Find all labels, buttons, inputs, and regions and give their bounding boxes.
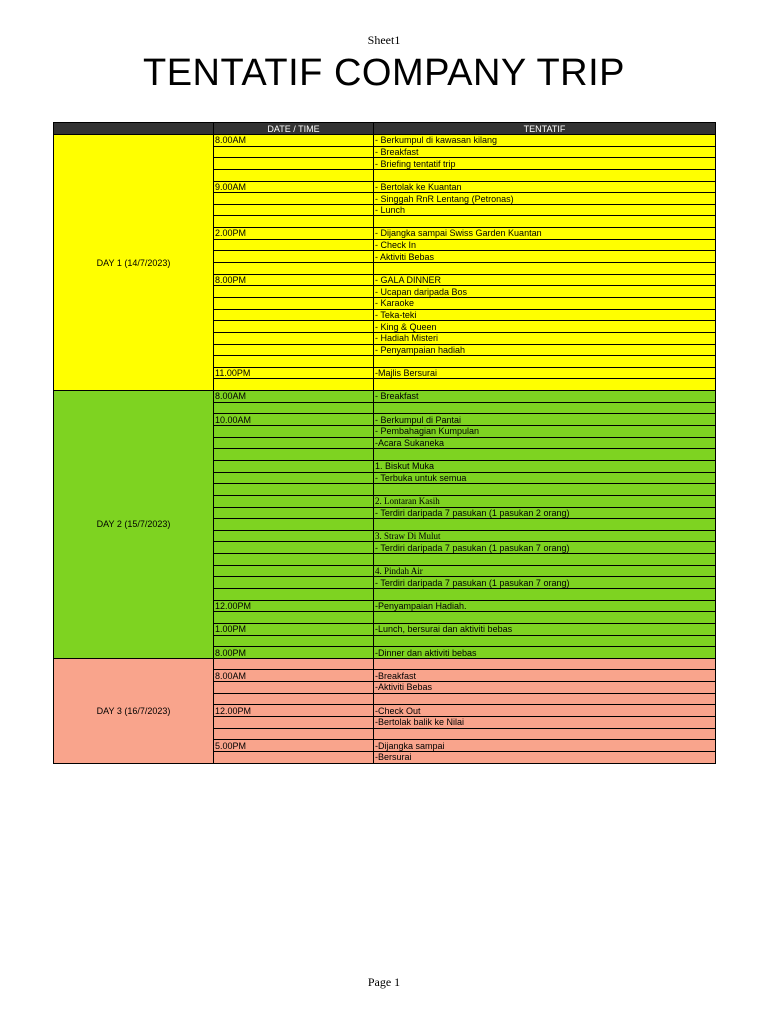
time-cell <box>214 658 374 670</box>
table-header-row <box>54 123 716 135</box>
header-day-cell <box>54 123 214 135</box>
activity-cell: -Breakfast <box>374 670 716 682</box>
activity-cell <box>374 356 716 368</box>
activity-cell: - Aktiviti Bebas <box>374 251 716 263</box>
time-cell <box>214 379 374 391</box>
time-cell <box>214 402 374 414</box>
time-cell <box>214 216 374 228</box>
time-cell <box>214 239 374 251</box>
activity-cell <box>374 635 716 647</box>
time-cell <box>214 588 374 600</box>
activity-cell: 4. Pindah Air <box>374 565 716 577</box>
time-cell: 8.00AM <box>214 391 374 403</box>
day-label-cell: DAY 3 (16/7/2023) <box>54 658 214 763</box>
time-cell <box>214 565 374 577</box>
activity-cell: - Teka-teki <box>374 309 716 321</box>
activity-cell: 3. Straw Di Mulut <box>374 530 716 542</box>
time-cell: 10.00AM <box>214 414 374 426</box>
activity-cell <box>374 554 716 566</box>
time-cell <box>214 682 374 694</box>
activity-cell: -Acara Sukaneka <box>374 437 716 449</box>
activity-cell: - King & Queen <box>374 321 716 333</box>
time-cell <box>214 204 374 216</box>
activity-cell: -Penyampaian Hadiah. <box>374 600 716 612</box>
page-footer: Page 1 <box>367 975 401 989</box>
time-cell <box>214 344 374 356</box>
activity-cell <box>374 693 716 705</box>
time-cell: 2.00PM <box>214 228 374 240</box>
time-cell <box>214 635 374 647</box>
activity-cell <box>374 588 716 600</box>
time-cell <box>214 693 374 705</box>
table-row <box>54 658 716 670</box>
time-cell <box>214 495 374 507</box>
activity-cell <box>374 519 716 531</box>
activity-cell <box>374 216 716 228</box>
activity-cell: - Terdiri daripada 7 pasukan (1 pasukan 7 orang) <box>374 577 716 589</box>
time-cell: 8.00AM <box>214 670 374 682</box>
time-cell <box>214 146 374 158</box>
activity-cell: -Check Out <box>374 705 716 717</box>
time-cell <box>214 728 374 740</box>
activity-cell: - Karaoke <box>374 297 716 309</box>
activity-cell <box>374 728 716 740</box>
time-cell <box>214 356 374 368</box>
activity-cell <box>374 612 716 624</box>
activity-cell: - Terdiri daripada 7 pasukan (1 pasukan 7 orang) <box>374 542 716 554</box>
time-cell <box>214 169 374 181</box>
time-cell <box>214 158 374 170</box>
activity-cell: - Check In <box>374 239 716 251</box>
tentatif-table <box>53 122 716 764</box>
activity-cell: -Bersurai <box>374 751 716 763</box>
time-cell <box>214 286 374 298</box>
time-cell <box>214 612 374 624</box>
activity-cell <box>374 263 716 275</box>
sheet-name: Sheet1 <box>367 33 401 47</box>
time-cell: 8.00PM <box>214 647 374 659</box>
activity-cell <box>374 169 716 181</box>
table-row <box>54 135 716 147</box>
activity-cell: 1. Biskut Muka <box>374 460 716 472</box>
activity-cell: - Terdiri daripada 7 pasukan (1 pasukan 2 orang) <box>374 507 716 519</box>
activity-cell <box>374 658 716 670</box>
time-cell <box>214 321 374 333</box>
time-cell <box>214 519 374 531</box>
time-cell <box>214 332 374 344</box>
activity-cell: - Berkumpul di kawasan kilang <box>374 135 716 147</box>
time-cell <box>214 484 374 496</box>
time-cell <box>214 751 374 763</box>
activity-cell <box>374 484 716 496</box>
time-cell <box>214 449 374 461</box>
header-tentatif: TENTATIF <box>374 123 716 135</box>
time-cell <box>214 193 374 205</box>
activity-cell: -Aktiviti Bebas <box>374 682 716 694</box>
time-cell <box>214 472 374 484</box>
time-cell: 5.00PM <box>214 740 374 752</box>
time-cell <box>214 577 374 589</box>
activity-cell: - Lunch <box>374 204 716 216</box>
time-cell: 12.00PM <box>214 705 374 717</box>
time-cell <box>214 426 374 438</box>
activity-cell: -Dijangka sampai <box>374 740 716 752</box>
time-cell: 11.00PM <box>214 367 374 379</box>
table-body <box>54 135 716 764</box>
activity-cell: - Pembahagian Kumpulan <box>374 426 716 438</box>
activity-cell: - Terbuka untuk semua <box>374 472 716 484</box>
activity-cell: - Berkumpul di Pantai <box>374 414 716 426</box>
activity-cell: - Dijangka sampai Swiss Garden Kuantan <box>374 228 716 240</box>
activity-cell: - Breakfast <box>374 146 716 158</box>
time-cell: 1.00PM <box>214 623 374 635</box>
activity-cell: - GALA DINNER <box>374 274 716 286</box>
activity-cell: - Briefing tentatif trip <box>374 158 716 170</box>
time-cell <box>214 530 374 542</box>
activity-cell <box>374 449 716 461</box>
time-cell: 8.00PM <box>214 274 374 286</box>
activity-cell: -Majlis Bersurai <box>374 367 716 379</box>
activity-cell: -Lunch, bersurai dan aktiviti bebas <box>374 623 716 635</box>
activity-cell: - Ucapan daripada Bos <box>374 286 716 298</box>
activity-cell: -Dinner dan aktiviti bebas <box>374 647 716 659</box>
time-cell <box>214 507 374 519</box>
activity-cell: - Hadiah Misteri <box>374 332 716 344</box>
time-cell <box>214 251 374 263</box>
activity-cell: -Bertolak balik ke Nilai <box>374 717 716 729</box>
time-cell <box>214 437 374 449</box>
header-datetime: DATE / TIME <box>214 123 374 135</box>
activity-cell: - Singgah RnR Lentang (Petronas) <box>374 193 716 205</box>
activity-cell <box>374 379 716 391</box>
time-cell: 12.00PM <box>214 600 374 612</box>
page-title: TENTATIF COMPANY TRIP <box>142 52 625 94</box>
activity-cell: - Penyampaian hadiah <box>374 344 716 356</box>
table-row <box>54 391 716 403</box>
time-cell: 8.00AM <box>214 135 374 147</box>
time-cell <box>214 309 374 321</box>
activity-cell: 2. Lontaran Kasih <box>374 495 716 507</box>
activity-cell <box>374 402 716 414</box>
day-label-cell: DAY 2 (15/7/2023) <box>54 391 214 659</box>
time-cell: 9.00AM <box>214 181 374 193</box>
time-cell <box>214 263 374 275</box>
time-cell <box>214 460 374 472</box>
time-cell <box>214 717 374 729</box>
day-label-cell: DAY 1 (14/7/2023) <box>54 135 214 391</box>
time-cell <box>214 297 374 309</box>
time-cell <box>214 554 374 566</box>
time-cell <box>214 542 374 554</box>
activity-cell: - Breakfast <box>374 391 716 403</box>
activity-cell: - Bertolak ke Kuantan <box>374 181 716 193</box>
